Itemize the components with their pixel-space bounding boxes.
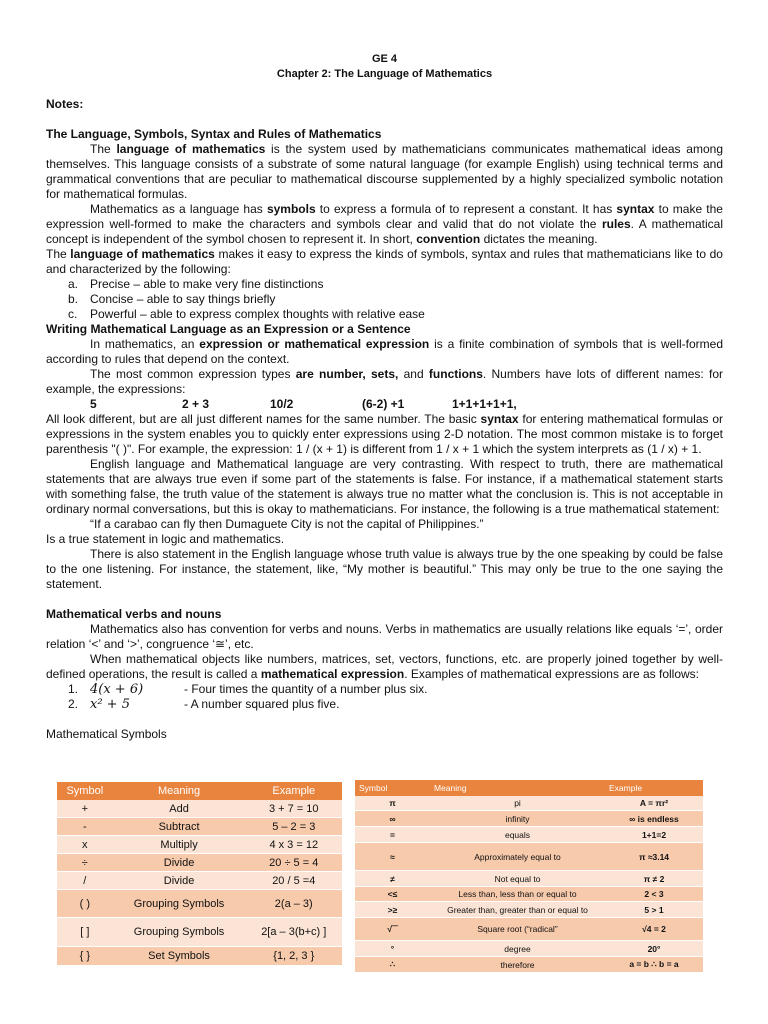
notes-label: Notes: — [46, 97, 84, 111]
table-row — [355, 887, 703, 902]
symbol-cell: ( ) — [57, 890, 113, 918]
example-cell: 1+1=2 — [605, 827, 703, 843]
meaning-cell: degree — [430, 941, 605, 957]
example-cell: ∞ is endless — [605, 811, 703, 827]
example-expression: (6-2) +1 — [362, 397, 405, 411]
basic-symbols-table — [57, 782, 342, 966]
example-cell: 20° — [605, 941, 703, 957]
list-item: a. Precise – able to make very fine distinctions — [68, 277, 324, 291]
meaning-cell: Not equal to — [430, 871, 605, 887]
advanced-symbols-table — [355, 780, 703, 973]
course-title: GE 4 — [371, 53, 398, 65]
meaning-cell: Grouping Symbols — [113, 918, 246, 947]
example-cell: π ≈3.14 — [605, 843, 703, 871]
symbol-cell: ° — [355, 941, 430, 957]
example-cell: 3 + 7 = 10 — [246, 800, 342, 818]
table-row — [57, 947, 342, 966]
table-header-row — [355, 780, 703, 796]
paragraph: There is also statement in the English language whose truth value is always true by the one speaking by could be false to the one listening. For instance, the statement, like, “My mother is beautiful.” This may only be true to the one saying the statement. — [46, 547, 723, 591]
paragraph: In mathematics, an expression or mathematical expression is a finite combination of symbols that is well-formed according to rules that depend on the context. — [46, 337, 723, 366]
list-item: b. Concise – able to say things briefly — [68, 292, 276, 306]
symbols-label: Mathematical Symbols — [46, 727, 167, 741]
symbol-cell: / — [57, 872, 113, 890]
table-row — [355, 941, 703, 957]
example-cell: a = b ∴ b = a — [605, 957, 703, 973]
meaning-cell: Divide — [113, 854, 246, 872]
column-header: Example — [605, 780, 703, 796]
table-row — [355, 871, 703, 887]
meaning-cell: Subtract — [113, 818, 246, 836]
meaning-cell: Square root (“radical” — [430, 918, 605, 941]
symbol-cell: [ ] — [57, 918, 113, 947]
table-row — [57, 800, 342, 818]
symbol-cell: <≤ — [355, 887, 430, 902]
paragraph: The language of mathematics makes it easy to express the kinds of symbols, syntax and rules that mathematicians like to do and characterized by the following: — [46, 247, 723, 276]
symbol-cell: ÷ — [57, 854, 113, 872]
table-header-row — [57, 782, 342, 800]
example-cell: √4 = 2 — [605, 918, 703, 941]
column-header: Meaning — [113, 782, 246, 800]
example-expression: 5 — [90, 397, 97, 411]
table-row — [57, 872, 342, 890]
meaning-cell: Grouping Symbols — [113, 890, 246, 918]
example-cell: 2[a – 3(b+c) ] — [246, 918, 342, 947]
meaning-cell: Set Symbols — [113, 947, 246, 966]
example-cell: 2(a – 3) — [246, 890, 342, 918]
meaning-cell: Less than, less than or equal to — [430, 887, 605, 902]
paragraph: The language of mathematics is the system used by mathematicians communicates mathematical ideas among themselves. This language consists of a substrate of some natural language (for example English) using technical terms and grammatical conventions that are peculiar to mathematical discourse supplemented by a highly specialized symbolic notation for mathematical formulas. — [46, 142, 723, 201]
example-cell: π ≠ 2 — [605, 871, 703, 887]
section-heading-language: The Language, Symbols, Syntax and Rules of Mathematics — [46, 127, 382, 141]
table-row — [57, 836, 342, 854]
column-header: Symbol — [57, 782, 113, 800]
list-item: c. Powerful – able to express complex thoughts with relative ease — [68, 307, 425, 321]
example-expression: 10/2 — [270, 397, 294, 411]
section-heading-expression: Writing Mathematical Language as an Expression or a Sentence — [46, 322, 411, 336]
symbol-cell: = — [355, 827, 430, 843]
symbol-cell: ≠ — [355, 871, 430, 887]
meaning-cell: therefore — [430, 957, 605, 973]
symbol-cell: x — [57, 836, 113, 854]
meaning-cell: Approximately equal to — [430, 843, 605, 871]
symbol-cell: >≥ — [355, 902, 430, 918]
math-example: 2. x² + 5 - A number squared plus five. — [68, 697, 340, 712]
table-row — [355, 918, 703, 941]
example-expression: 2 + 3 — [182, 397, 210, 411]
column-header: Symbol — [355, 780, 430, 796]
quote: “If a carabao can fly then Dumaguete City is not the capital of Philippines.” — [90, 517, 484, 531]
meaning-cell: Divide — [113, 872, 246, 890]
paragraph: When mathematical objects like numbers, matrices, set, vectors, functions, etc. are properly joined together by well-defined operations, the result is called a mathematical expression. Examples of mathematical expressions are as follows: — [46, 652, 723, 681]
meaning-cell: Add — [113, 800, 246, 818]
example-cell: 20 / 5 =4 — [246, 872, 342, 890]
table-row — [355, 843, 703, 871]
meaning-cell: infinity — [430, 811, 605, 827]
example-expression: 1+1+1+1+1, — [452, 397, 517, 411]
example-cell: {1, 2, 3 } — [246, 947, 342, 966]
column-header: Example — [246, 782, 342, 800]
symbol-cell: ∞ — [355, 811, 430, 827]
meaning-cell: Multiply — [113, 836, 246, 854]
example-cell: 20 ÷ 5 = 4 — [246, 854, 342, 872]
paragraph: All look different, but are all just different names for the same number. The basic syntax for entering mathematical formulas or expressions in the system enables you to quickly enter expressions using 2-D notation. The most common mistake is to forget parenthesis "( )". For example, the expression: 1 / (x + 1) is different from 1 / x + 1 which the system interprets as (1 / x) + 1. — [46, 412, 723, 456]
symbol-cell: { } — [57, 947, 113, 966]
example-cell: A = πr² — [605, 796, 703, 811]
meaning-cell: equals — [430, 827, 605, 843]
symbol-cell: ≈ — [355, 843, 430, 871]
example-cell: 5 > 1 — [605, 902, 703, 918]
chapter-title: Chapter 2: The Language of Mathematics — [276, 68, 493, 80]
section-heading-verbs-nouns: Mathematical verbs and nouns — [46, 607, 222, 621]
table-row — [57, 854, 342, 872]
symbol-cell: √‾‾ — [355, 918, 430, 941]
table-row — [57, 890, 342, 918]
meaning-cell: pi — [430, 796, 605, 811]
symbol-cell: - — [57, 818, 113, 836]
symbol-cell: + — [57, 800, 113, 818]
table-row — [57, 818, 342, 836]
example-cell: 2 < 3 — [605, 887, 703, 902]
math-example: 1. 4(x + 6) - Four times the quantity of a number plus six. — [68, 682, 428, 697]
paragraph: Mathematics as a language has symbols to express a formula of to represent a constant. It has syntax to make the expression well-formed to make the characters and symbols clear and valid that do not violate the rules. A mathematical concept is independent of the symbol chosen to represent it. In short, convention dictates the meaning. — [46, 202, 723, 246]
expression-examples — [46, 397, 723, 412]
paragraph: Mathematics also has convention for verbs and nouns. Verbs in mathematics are usually relations like equals ‘=’, order relation ‘<’ and ‘>’, congruence ‘≅’, etc. — [46, 622, 723, 651]
paragraph: Is a true statement in logic and mathematics. — [46, 532, 285, 546]
table-row — [355, 957, 703, 973]
symbol-cell: ∴ — [355, 957, 430, 973]
symbol-cell: π — [355, 796, 430, 811]
meaning-cell: Greater than, greater than or equal to — [430, 902, 605, 918]
document-body — [46, 52, 723, 742]
table-row — [355, 811, 703, 827]
example-cell: 5 – 2 = 3 — [246, 818, 342, 836]
paragraph: The most common expression types are number, sets, and functions. Numbers have lots of different names: for example, the expressions: — [46, 367, 723, 396]
table-row — [355, 827, 703, 843]
example-cell: 4 x 3 = 12 — [246, 836, 342, 854]
column-header: Meaning — [430, 780, 605, 796]
table-row — [57, 918, 342, 947]
table-row — [355, 796, 703, 811]
paragraph: English language and Mathematical language are very contrasting. With respect to truth, there are mathematical statements that are always true even if some part of the statements is false. For instance, if a mathematical statement starts with something false, the truth value of the statement is always true no matter what the conclusion is. This is not acceptable in ordinary normal conversations, but this is okay to mathematicians. For instance, the following is a true mathematical statement: — [46, 457, 723, 516]
table-row — [355, 902, 703, 918]
characteristics-list — [46, 277, 723, 322]
